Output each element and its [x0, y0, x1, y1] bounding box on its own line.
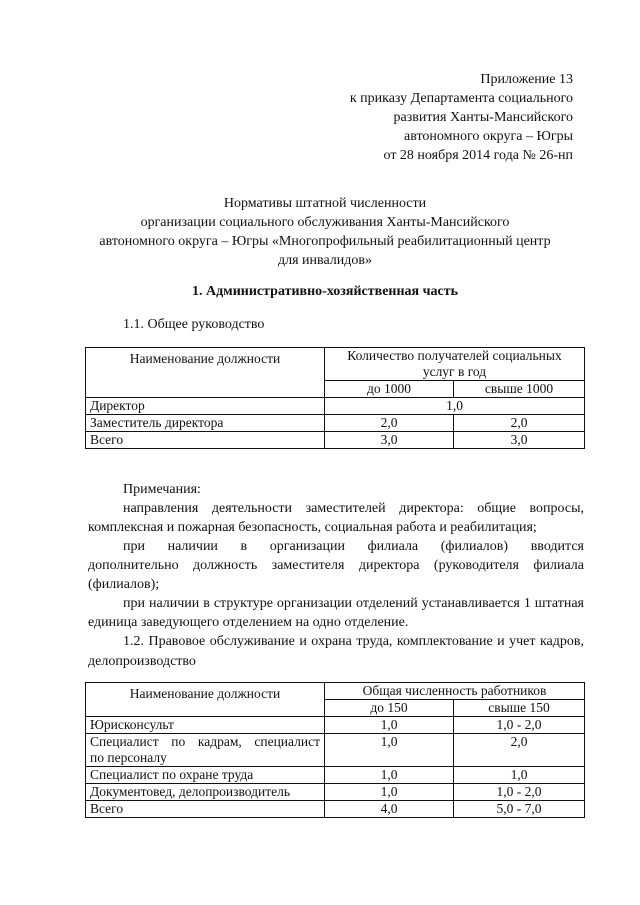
- subsection-heading: 1.2. Правовое обслуживание и охрана труда, комплектование и учет кадров, делопроизводство: [88, 634, 584, 669]
- value-cell: 1,0 - 2,0: [454, 784, 585, 801]
- column-header-position: Наименование должности: [86, 683, 325, 717]
- note-paragraph: направления деятельности заместителей директора: общие вопросы, комплексная и пожарная безопасность, социальная работа и реабилитация;: [88, 501, 584, 535]
- position-name-line: по персоналу: [90, 750, 167, 765]
- title-line: автономного округа – Югры «Многопрофильный реабилитационный центр: [99, 234, 551, 249]
- note-word: организации: [269, 539, 345, 554]
- note-paragraph-first-line: [88, 537, 584, 556]
- title-line: для инвалидов»: [277, 253, 372, 268]
- value-cell: 1,0 - 2,0: [454, 717, 585, 734]
- value-cell: 1,0: [325, 784, 454, 801]
- note-paragraph: при наличии в структуре организации отделений устанавливается 1 штатная единица заведующего отделением на одно отделение.: [88, 596, 584, 630]
- table-row: [86, 717, 585, 734]
- staff-table-general-management: [85, 347, 585, 449]
- note-word: при: [123, 539, 145, 554]
- value-cell: 3,0: [325, 432, 454, 449]
- note-word: в: [240, 539, 248, 554]
- position-name: Всего: [86, 432, 325, 449]
- column-subheader: свыше 1000: [454, 381, 585, 398]
- column-subheader: свыше 150: [454, 700, 585, 717]
- value-cell: 4,0: [325, 801, 454, 818]
- appendix-line: к приказу Департамента социального: [349, 91, 573, 106]
- title-line: организации социального обслуживания Ханты-Мансийского: [140, 215, 510, 230]
- name-word: Специалист: [90, 734, 159, 749]
- value-cell: 5,0 - 7,0: [454, 801, 585, 818]
- table-row: [86, 734, 585, 767]
- table-row: [86, 415, 585, 432]
- note-word: (филиалов): [440, 539, 509, 554]
- position-name: Документовед, делопроизводитель: [86, 784, 325, 801]
- table-row: [86, 784, 585, 801]
- position-name: Специалист по охране труда: [86, 767, 325, 784]
- table-row: [86, 398, 585, 415]
- name-word: по: [171, 734, 186, 749]
- appendix-line: автономного округа – Югры: [404, 129, 573, 144]
- appendix-line: от 28 ноября 2014 года № 26-нп: [383, 148, 573, 163]
- value-cell: 1,0: [325, 734, 454, 767]
- title-line: Нормативы штатной численности: [223, 196, 427, 211]
- table-header-row: [86, 683, 585, 700]
- value-cell: 1,0: [325, 717, 454, 734]
- value-cell: 2,0: [325, 415, 454, 432]
- header-line: услуг в год: [422, 364, 487, 379]
- section-heading: 1. Административно-хозяйственная часть: [191, 284, 459, 299]
- notes-heading: Примечания:: [123, 482, 201, 497]
- note-word: наличии: [167, 539, 218, 554]
- appendix-line: развития Ханты-Мансийского: [393, 110, 573, 125]
- table-row: [86, 432, 585, 449]
- note-word: филиала: [367, 539, 419, 554]
- position-name: Директор: [86, 398, 325, 415]
- position-name-line: [90, 734, 320, 750]
- table-row: [86, 767, 585, 784]
- subsection-heading: 1.1. Общее руководство: [123, 317, 265, 332]
- name-word: специалист: [254, 734, 320, 749]
- value-cell: 2,0: [454, 734, 585, 767]
- document-title: [60, 194, 590, 270]
- value-cell: 1,0: [325, 398, 585, 415]
- name-word: кадрам,: [197, 734, 242, 749]
- appendix-header: [273, 70, 573, 165]
- appendix-line: Приложение 13: [480, 72, 573, 87]
- staff-table-legal-hr: [85, 682, 585, 818]
- position-name: Всего: [86, 801, 325, 818]
- position-name: Заместитель директора: [86, 415, 325, 432]
- value-cell: 2,0: [454, 415, 585, 432]
- column-subheader: до 1000: [325, 381, 454, 398]
- table-row: [86, 801, 585, 818]
- note-word: вводится: [530, 539, 584, 554]
- table-header-row: [86, 348, 585, 381]
- column-header-position: Наименование должности: [86, 348, 325, 398]
- column-header-group: [325, 348, 585, 381]
- position-name: [86, 734, 325, 767]
- value-cell: 1,0: [325, 767, 454, 784]
- column-header-group: Общая численность работников: [325, 683, 585, 700]
- header-line: Количество получателей социальных: [347, 348, 562, 363]
- position-name: Юрисконсульт: [86, 717, 325, 734]
- value-cell: 3,0: [454, 432, 585, 449]
- value-cell: 1,0: [454, 767, 585, 784]
- note-paragraph-continuation: дополнительно должность заместителя директора (руководителя филиала (филиалов);: [88, 558, 584, 592]
- notes-block: [88, 480, 584, 632]
- column-subheader: до 150: [325, 700, 454, 717]
